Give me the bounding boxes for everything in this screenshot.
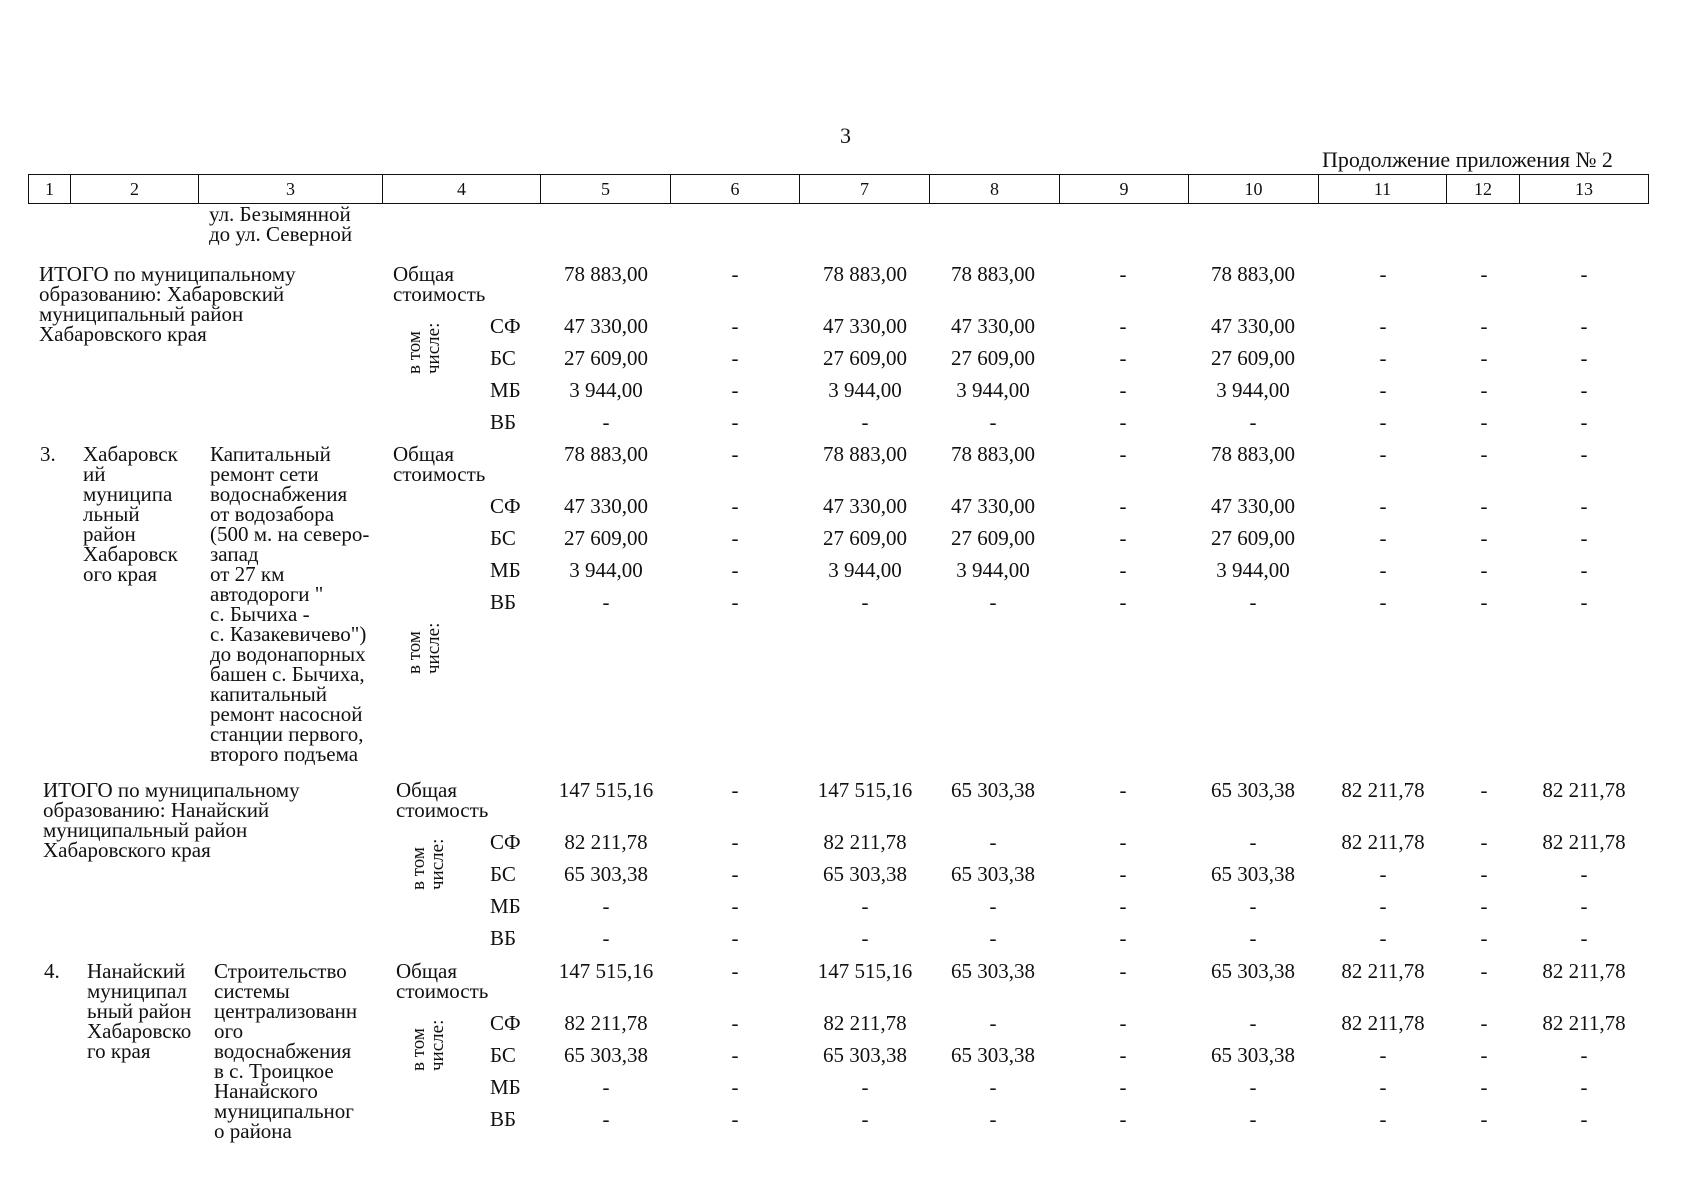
empty-value: - bbox=[1119, 1011, 1127, 1035]
empty-value: - bbox=[1249, 830, 1257, 854]
empty-value: - bbox=[1119, 590, 1127, 614]
amount-value: 78 883,00 bbox=[951, 262, 1035, 286]
empty-value: - bbox=[1580, 262, 1588, 286]
empty-value: - bbox=[1480, 494, 1488, 518]
column-header-cell: 3 bbox=[199, 175, 383, 204]
amount-value: 82 211,78 bbox=[1542, 778, 1626, 802]
source-label: ВБ bbox=[490, 410, 517, 434]
empty-value: - bbox=[731, 346, 739, 370]
amount-value: 78 883,00 bbox=[1211, 262, 1295, 286]
empty-value: - bbox=[1249, 894, 1257, 918]
amount-value: 82 211,78 bbox=[1341, 778, 1425, 802]
empty-value: - bbox=[1119, 830, 1127, 854]
carryover-description: ул. Безымянной до ул. Северной bbox=[209, 202, 353, 246]
total-cost-label: Общая стоимость bbox=[396, 778, 489, 822]
page-number: 3 bbox=[840, 123, 851, 148]
amount-value: 65 303,38 bbox=[1211, 778, 1295, 802]
empty-value: - bbox=[1379, 526, 1387, 550]
empty-value: - bbox=[1379, 1043, 1387, 1067]
column-header-cell: 2 bbox=[71, 175, 199, 204]
empty-value: - bbox=[1119, 894, 1127, 918]
source-label: СФ bbox=[490, 314, 521, 338]
amount-value: 27 609,00 bbox=[823, 346, 907, 370]
empty-value: - bbox=[731, 558, 739, 582]
amount-value: 3 944,00 bbox=[1216, 558, 1290, 582]
amount-value: 65 303,38 bbox=[1211, 959, 1295, 983]
empty-value: - bbox=[1379, 346, 1387, 370]
amount-value: 65 303,38 bbox=[951, 862, 1035, 886]
empty-value: - bbox=[1119, 959, 1127, 983]
empty-value: - bbox=[861, 410, 869, 434]
amount-value: 3 944,00 bbox=[569, 558, 643, 582]
empty-value: - bbox=[1119, 558, 1127, 582]
empty-value: - bbox=[602, 590, 610, 614]
empty-value: - bbox=[1249, 1107, 1257, 1131]
empty-value: - bbox=[1480, 1011, 1488, 1035]
amount-value: 147 515,16 bbox=[558, 778, 654, 802]
column-header-cell: 8 bbox=[930, 175, 1060, 204]
empty-value: - bbox=[1580, 1075, 1588, 1099]
source-label: СФ bbox=[490, 830, 521, 854]
empty-value: - bbox=[1119, 262, 1127, 286]
empty-value: - bbox=[1580, 494, 1588, 518]
empty-value: - bbox=[1119, 378, 1127, 402]
empty-value: - bbox=[989, 1075, 997, 1099]
empty-value: - bbox=[1379, 862, 1387, 886]
object-description: Капитальный ремонт сети водоснабжения от водозабора (500 м. на северо- запад от 27 км автодороги " с. Бычиха - с. Казакевичево") до водонапорных башен с. Бычиха, капитальный ремонт насосной станции первого, второго подъема bbox=[210, 442, 370, 766]
amount-value: 82 211,78 bbox=[564, 830, 648, 854]
empty-value: - bbox=[731, 862, 739, 886]
empty-value: - bbox=[1580, 1043, 1588, 1067]
empty-value: - bbox=[1379, 926, 1387, 950]
amount-value: 82 211,78 bbox=[823, 830, 907, 854]
empty-value: - bbox=[989, 926, 997, 950]
empty-value: - bbox=[1249, 1011, 1257, 1035]
empty-value: - bbox=[1249, 410, 1257, 434]
amount-value: 3 944,00 bbox=[1216, 378, 1290, 402]
column-header-cell: 7 bbox=[800, 175, 930, 204]
amount-value: 27 609,00 bbox=[564, 346, 648, 370]
in-that-label: в том числе: bbox=[408, 1019, 448, 1071]
amount-value: 78 883,00 bbox=[951, 442, 1035, 466]
source-label: МБ bbox=[490, 1075, 521, 1099]
amount-value: 65 303,38 bbox=[564, 1043, 648, 1067]
empty-value: - bbox=[1580, 526, 1588, 550]
amount-value: 78 883,00 bbox=[1211, 442, 1295, 466]
column-number-header bbox=[28, 174, 1649, 204]
empty-value: - bbox=[602, 894, 610, 918]
column-header-cell: 4 bbox=[383, 175, 541, 204]
empty-value: - bbox=[1480, 558, 1488, 582]
amount-value: 3 944,00 bbox=[828, 558, 902, 582]
amount-value: 47 330,00 bbox=[823, 314, 907, 338]
amount-value: 82 211,78 bbox=[1542, 830, 1626, 854]
amount-value: 47 330,00 bbox=[564, 314, 648, 338]
amount-value: 82 211,78 bbox=[1341, 830, 1425, 854]
empty-value: - bbox=[1480, 526, 1488, 550]
amount-value: 82 211,78 bbox=[1341, 959, 1425, 983]
empty-value: - bbox=[731, 959, 739, 983]
amount-value: 47 330,00 bbox=[951, 314, 1035, 338]
empty-value: - bbox=[1480, 262, 1488, 286]
empty-value: - bbox=[1580, 410, 1588, 434]
municipality-name: Нанайский муниципал ьный район Хабаровско го края bbox=[87, 959, 192, 1063]
empty-value: - bbox=[1480, 830, 1488, 854]
amount-value: 65 303,38 bbox=[564, 862, 648, 886]
empty-value: - bbox=[1580, 590, 1588, 614]
amount-value: 27 609,00 bbox=[1211, 526, 1295, 550]
empty-value: - bbox=[861, 1075, 869, 1099]
empty-value: - bbox=[1580, 378, 1588, 402]
amount-value: 65 303,38 bbox=[951, 1043, 1035, 1067]
empty-value: - bbox=[989, 590, 997, 614]
empty-value: - bbox=[989, 410, 997, 434]
source-label: БС bbox=[490, 346, 516, 370]
column-header-cell: 6 bbox=[671, 175, 800, 204]
empty-value: - bbox=[989, 1011, 997, 1035]
empty-value: - bbox=[1379, 590, 1387, 614]
empty-value: - bbox=[1119, 526, 1127, 550]
empty-value: - bbox=[1379, 894, 1387, 918]
empty-value: - bbox=[1480, 926, 1488, 950]
amount-value: 27 609,00 bbox=[951, 526, 1035, 550]
amount-value: 47 330,00 bbox=[1211, 314, 1295, 338]
empty-value: - bbox=[1480, 314, 1488, 338]
empty-value: - bbox=[1379, 558, 1387, 582]
amount-value: 65 303,38 bbox=[951, 959, 1035, 983]
empty-value: - bbox=[1480, 346, 1488, 370]
empty-value: - bbox=[1379, 442, 1387, 466]
empty-value: - bbox=[1480, 894, 1488, 918]
amount-value: 3 944,00 bbox=[569, 378, 643, 402]
empty-value: - bbox=[731, 410, 739, 434]
column-header-cell: 1 bbox=[29, 175, 71, 204]
empty-value: - bbox=[1119, 1107, 1127, 1131]
empty-value: - bbox=[1119, 494, 1127, 518]
empty-value: - bbox=[1480, 959, 1488, 983]
column-header-cell: 5 bbox=[541, 175, 671, 204]
empty-value: - bbox=[989, 830, 997, 854]
amount-value: 78 883,00 bbox=[564, 262, 648, 286]
empty-value: - bbox=[731, 494, 739, 518]
empty-value: - bbox=[1119, 862, 1127, 886]
amount-value: 3 944,00 bbox=[956, 558, 1030, 582]
empty-value: - bbox=[731, 314, 739, 338]
empty-value: - bbox=[1379, 314, 1387, 338]
empty-value: - bbox=[1119, 442, 1127, 466]
empty-value: - bbox=[1580, 1107, 1588, 1131]
total-title: ИТОГО по муниципальному образованию: Хабаровский муниципальный район Хабаровского края bbox=[39, 262, 296, 346]
amount-value: 147 515,16 bbox=[817, 778, 913, 802]
empty-value: - bbox=[1119, 778, 1127, 802]
empty-value: - bbox=[602, 410, 610, 434]
empty-value: - bbox=[731, 442, 739, 466]
empty-value: - bbox=[1119, 1075, 1127, 1099]
empty-value: - bbox=[1119, 314, 1127, 338]
amount-value: 47 330,00 bbox=[823, 494, 907, 518]
empty-value: - bbox=[731, 378, 739, 402]
amount-value: 147 515,16 bbox=[558, 959, 654, 983]
empty-value: - bbox=[731, 926, 739, 950]
source-label: СФ bbox=[490, 1011, 521, 1035]
source-label: БС bbox=[490, 526, 516, 550]
source-label: БС bbox=[490, 862, 516, 886]
amount-value: 27 609,00 bbox=[1211, 346, 1295, 370]
source-label: БС bbox=[490, 1043, 516, 1067]
empty-value: - bbox=[1480, 410, 1488, 434]
total-cost-label: Общая стоимость bbox=[393, 442, 486, 486]
amount-value: 65 303,38 bbox=[951, 778, 1035, 802]
item-number: 4. bbox=[44, 959, 60, 983]
amount-value: 47 330,00 bbox=[564, 494, 648, 518]
empty-value: - bbox=[1580, 558, 1588, 582]
empty-value: - bbox=[731, 1075, 739, 1099]
amount-value: 65 303,38 bbox=[823, 1043, 907, 1067]
empty-value: - bbox=[1480, 862, 1488, 886]
in-that-label: в том числе: bbox=[408, 838, 448, 890]
source-label: МБ bbox=[490, 894, 521, 918]
empty-value: - bbox=[1480, 1043, 1488, 1067]
empty-value: - bbox=[861, 894, 869, 918]
empty-value: - bbox=[861, 590, 869, 614]
amount-value: 65 303,38 bbox=[1211, 1043, 1295, 1067]
column-header-cell: 9 bbox=[1060, 175, 1189, 204]
amount-value: 27 609,00 bbox=[951, 346, 1035, 370]
empty-value: - bbox=[1480, 378, 1488, 402]
empty-value: - bbox=[1249, 590, 1257, 614]
amount-value: 82 211,78 bbox=[1341, 1011, 1425, 1035]
empty-value: - bbox=[1119, 1043, 1127, 1067]
empty-value: - bbox=[1480, 590, 1488, 614]
amount-value: 78 883,00 bbox=[564, 442, 648, 466]
empty-value: - bbox=[731, 778, 739, 802]
empty-value: - bbox=[1119, 346, 1127, 370]
amount-value: 82 211,78 bbox=[1542, 959, 1626, 983]
empty-value: - bbox=[1480, 1075, 1488, 1099]
column-header-cell: 12 bbox=[1447, 175, 1520, 204]
empty-value: - bbox=[1379, 410, 1387, 434]
empty-value: - bbox=[731, 526, 739, 550]
amount-value: 78 883,00 bbox=[823, 262, 907, 286]
amount-value: 47 330,00 bbox=[951, 494, 1035, 518]
item-number: 3. bbox=[40, 442, 56, 466]
total-title: ИТОГО по муниципальному образованию: Нанайский муниципальный район Хабаровского края bbox=[43, 778, 300, 862]
source-label: МБ bbox=[490, 558, 521, 582]
empty-value: - bbox=[1480, 442, 1488, 466]
empty-value: - bbox=[1580, 346, 1588, 370]
object-description: Строительство системы централизованн ого водоснабжения в с. Троицкое Нанайского муниципальног о района bbox=[214, 959, 358, 1143]
column-header-cell: 13 bbox=[1520, 175, 1649, 204]
empty-value: - bbox=[602, 1107, 610, 1131]
empty-value: - bbox=[731, 830, 739, 854]
empty-value: - bbox=[1379, 1107, 1387, 1131]
empty-value: - bbox=[731, 1011, 739, 1035]
empty-value: - bbox=[1580, 926, 1588, 950]
empty-value: - bbox=[1249, 1075, 1257, 1099]
empty-value: - bbox=[731, 262, 739, 286]
amount-value: 27 609,00 bbox=[823, 526, 907, 550]
empty-value: - bbox=[1480, 778, 1488, 802]
column-header-cell: 10 bbox=[1189, 175, 1319, 204]
empty-value: - bbox=[731, 1107, 739, 1131]
amount-value: 147 515,16 bbox=[817, 959, 913, 983]
column-header-cell: 11 bbox=[1319, 175, 1447, 204]
source-label: ВБ bbox=[490, 1107, 517, 1131]
empty-value: - bbox=[731, 590, 739, 614]
empty-value: - bbox=[602, 1075, 610, 1099]
empty-value: - bbox=[1580, 314, 1588, 338]
empty-value: - bbox=[731, 894, 739, 918]
empty-value: - bbox=[861, 926, 869, 950]
empty-value: - bbox=[731, 1043, 739, 1067]
amount-value: 82 211,78 bbox=[1542, 1011, 1626, 1035]
amount-value: 47 330,00 bbox=[1211, 494, 1295, 518]
continuation-label: Продолжение приложения № 2 bbox=[1322, 147, 1613, 172]
empty-value: - bbox=[989, 894, 997, 918]
empty-value: - bbox=[1379, 262, 1387, 286]
empty-value: - bbox=[1379, 378, 1387, 402]
empty-value: - bbox=[1119, 926, 1127, 950]
empty-value: - bbox=[1480, 1107, 1488, 1131]
source-label: ВБ bbox=[490, 926, 517, 950]
empty-value: - bbox=[1580, 442, 1588, 466]
amount-value: 27 609,00 bbox=[564, 526, 648, 550]
in-that-label: в том числе: bbox=[404, 622, 444, 674]
empty-value: - bbox=[1249, 926, 1257, 950]
total-cost-label: Общая стоимость bbox=[396, 959, 489, 1003]
source-label: СФ bbox=[490, 494, 521, 518]
empty-value: - bbox=[861, 1107, 869, 1131]
amount-value: 3 944,00 bbox=[956, 378, 1030, 402]
municipality-name: Хабаровск ий муниципа льный район Хабаровск ого края bbox=[83, 442, 178, 586]
amount-value: 78 883,00 bbox=[823, 442, 907, 466]
source-label: МБ bbox=[490, 378, 521, 402]
empty-value: - bbox=[1580, 862, 1588, 886]
in-that-label: в том числе: bbox=[404, 322, 444, 374]
amount-value: 3 944,00 bbox=[828, 378, 902, 402]
empty-value: - bbox=[602, 926, 610, 950]
empty-value: - bbox=[1580, 894, 1588, 918]
empty-value: - bbox=[1379, 1075, 1387, 1099]
empty-value: - bbox=[989, 1107, 997, 1131]
amount-value: 82 211,78 bbox=[823, 1011, 907, 1035]
amount-value: 65 303,38 bbox=[1211, 862, 1295, 886]
source-label: ВБ bbox=[490, 590, 517, 614]
empty-value: - bbox=[1119, 410, 1127, 434]
amount-value: 65 303,38 bbox=[823, 862, 907, 886]
total-cost-label: Общая стоимость bbox=[393, 262, 486, 306]
empty-value: - bbox=[1379, 494, 1387, 518]
amount-value: 82 211,78 bbox=[564, 1011, 648, 1035]
